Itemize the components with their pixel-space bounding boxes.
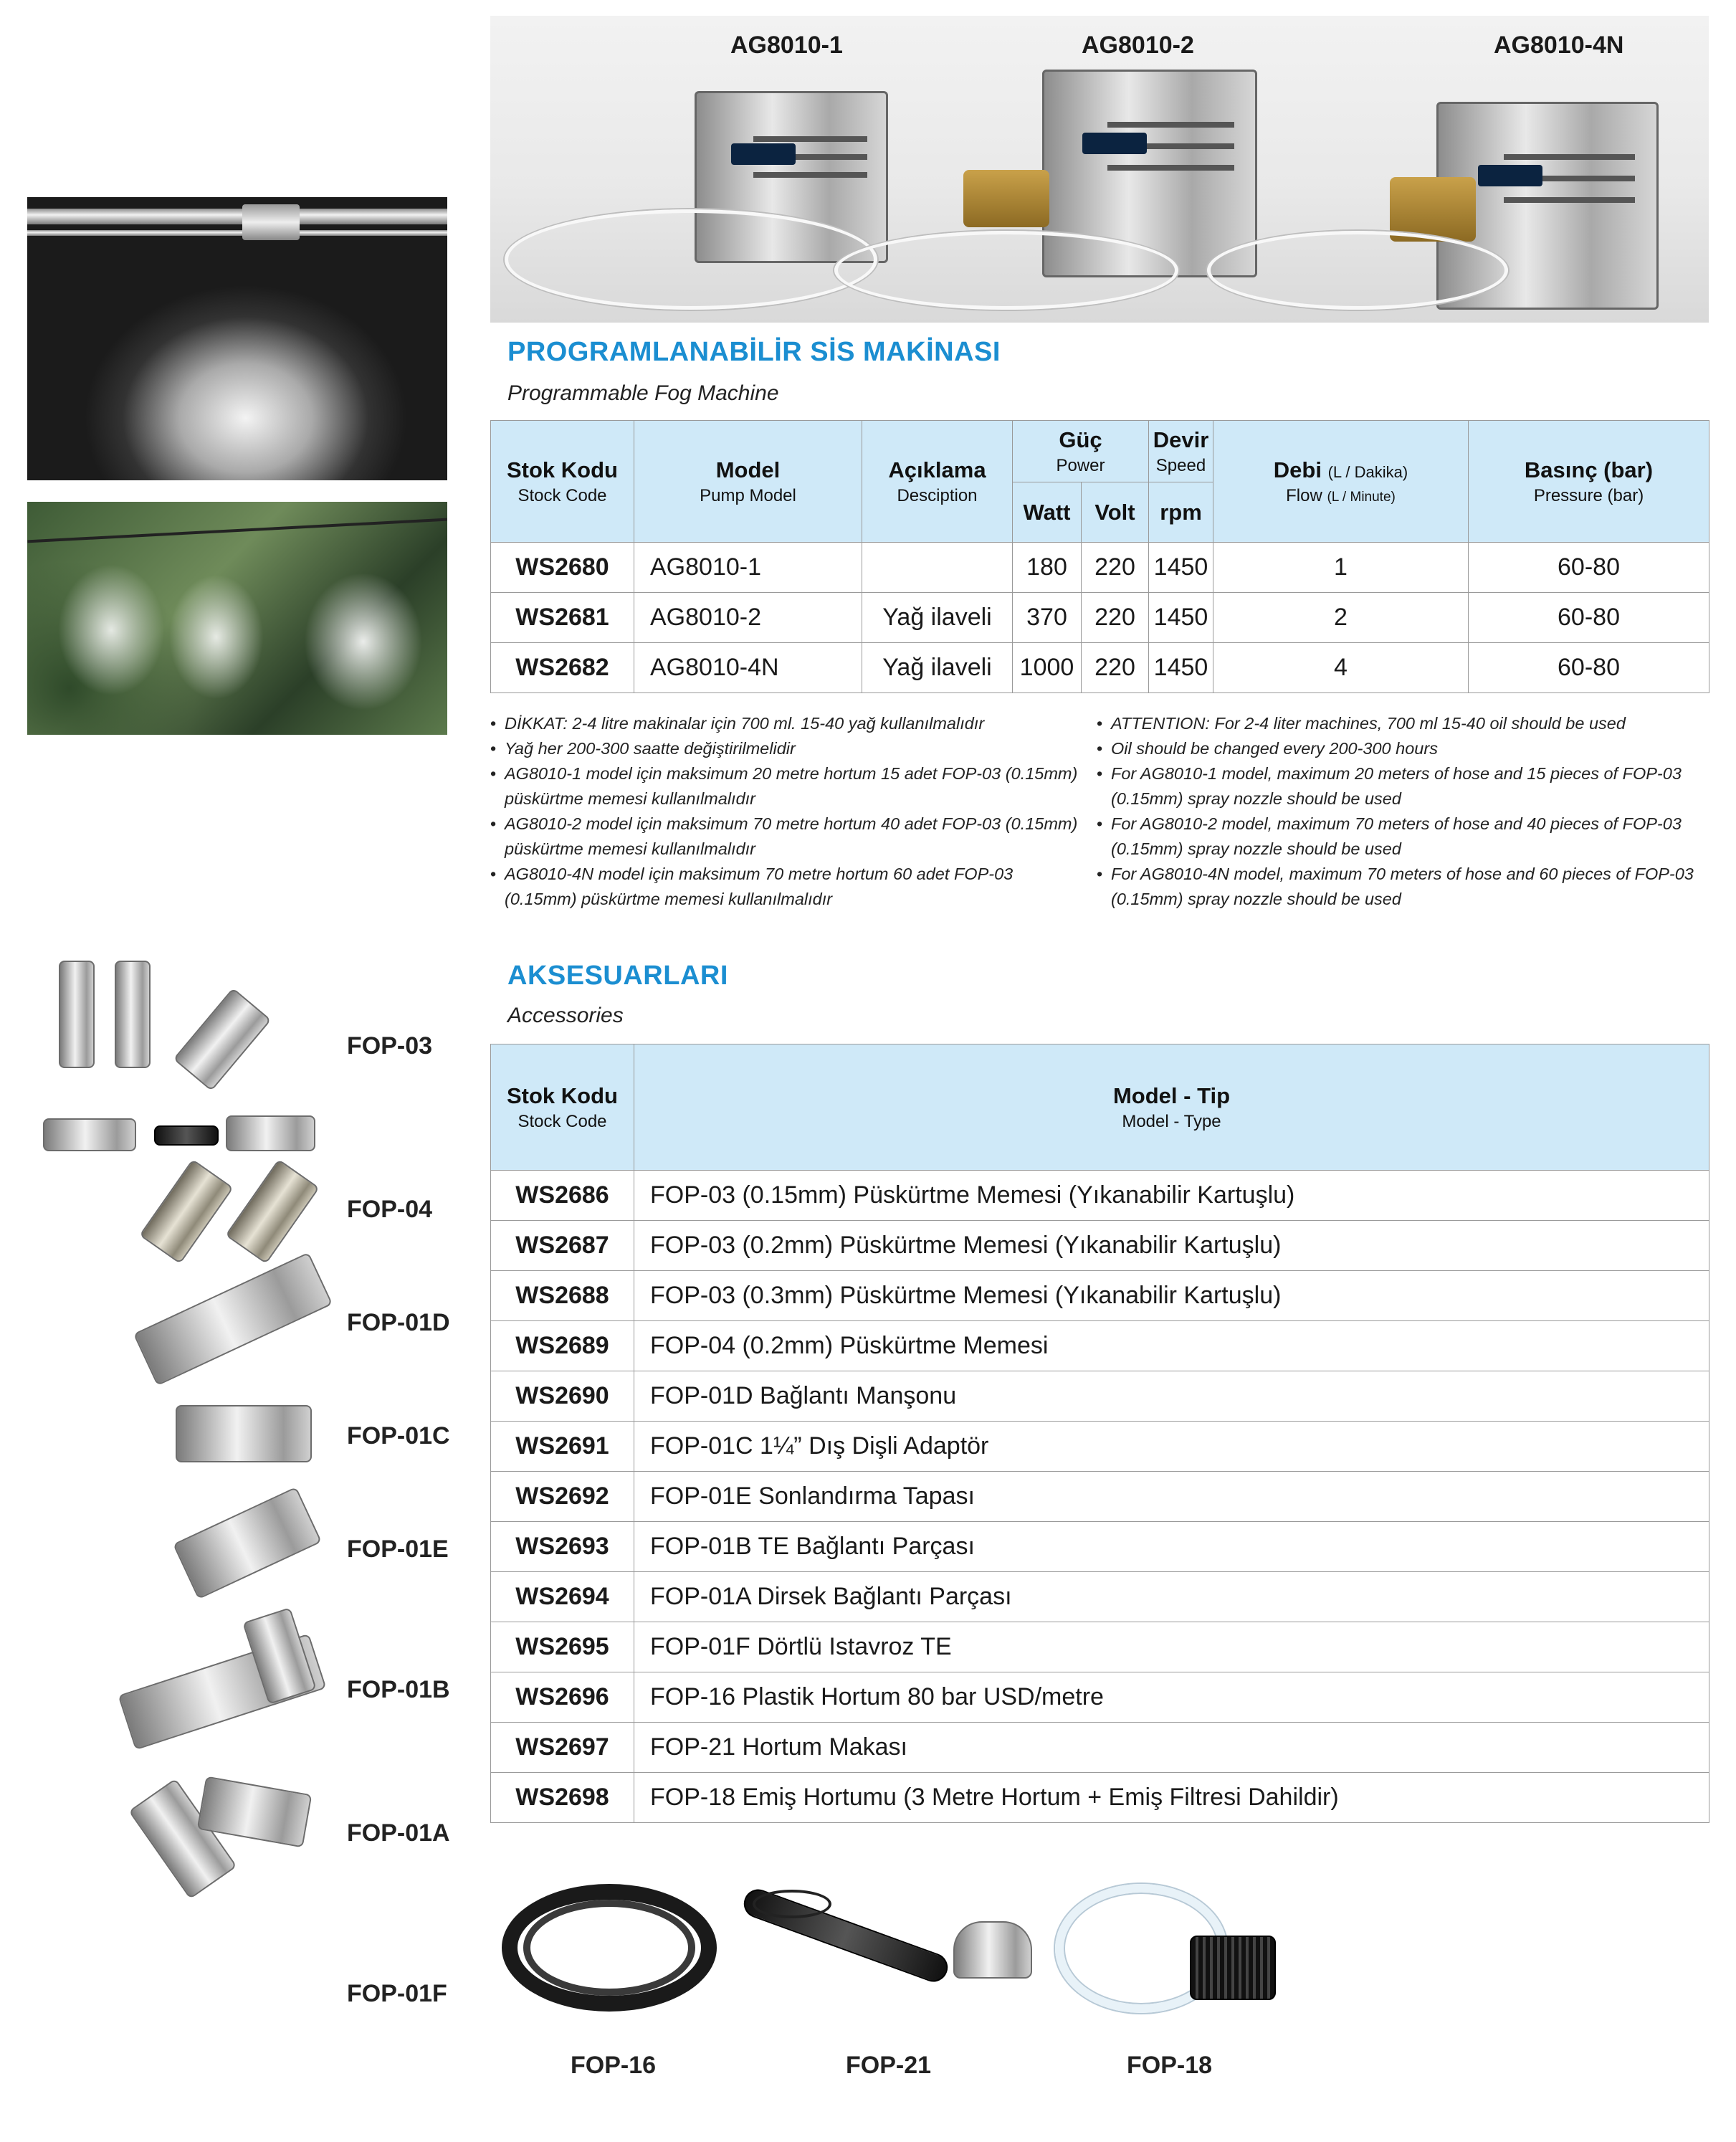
table-row: WS2692 FOP-01E Sonlandırma Tapası — [491, 1472, 1709, 1522]
table-row: WS2690 FOP-01D Bağlantı Manşonu — [491, 1371, 1709, 1422]
col-rpm: rpm — [1149, 482, 1213, 543]
label-fop-01a: FOP-01A — [347, 1819, 450, 1847]
fop-03-nozzle-graphic — [173, 988, 271, 1092]
pump-graphic — [963, 170, 1049, 227]
fog-garden-photo — [27, 502, 447, 735]
col-model-type: Model - Tip Model - Type — [634, 1044, 1709, 1171]
machine-label-1: AG8010-1 — [730, 32, 843, 59]
note-item: • Yağ her 200-300 saatte değiştirilmelidir — [490, 736, 1085, 761]
table-row: WS2689 FOP-04 (0.2mm) Püskürtme Memesi — [491, 1321, 1709, 1371]
note-item: • AG8010-1 model için maksimum 20 metre hortum 15 adet FOP-03 (0.15mm) püskürtme memesi kullanılmalıdır — [490, 761, 1085, 811]
fog-nozzle-photo — [27, 197, 447, 480]
fog-machine-table — [490, 420, 1709, 693]
hose-graphic — [1207, 231, 1508, 310]
fop-03-connector-graphic — [154, 1125, 219, 1146]
note-item: • DİKKAT: 2-4 litre makinalar için 700 ml. 15-40 yağ kullanılmalıdır — [490, 711, 1085, 736]
fop-03-nozzle-graphic — [59, 961, 95, 1068]
label-fop-21: FOP-21 — [846, 2052, 932, 2079]
col-power: Güç Power — [1013, 421, 1149, 482]
col-model: Model Pump Model — [634, 421, 862, 543]
fop-18-filter-graphic — [1190, 1936, 1276, 2000]
note-item: • For AG8010-4N model, maximum 70 meters of hose and 60 pieces of FOP-03 (0.15mm) spray nozzle should be used — [1097, 862, 1713, 912]
label-fop-03: FOP-03 — [347, 1032, 433, 1060]
label-fop-18: FOP-18 — [1127, 2052, 1213, 2079]
table-row: WS2697 FOP-21 Hortum Makası — [491, 1723, 1709, 1773]
accessories-table — [490, 1044, 1709, 1823]
note-item: • Oil should be changed every 200-300 hours — [1097, 736, 1713, 761]
note-item: • AG8010-4N model için maksimum 70 metre hortum 60 adet FOP-03 (0.15mm) püskürtme memesi kullanılmalıdır — [490, 862, 1085, 912]
fop-04-nozzle-graphic — [225, 1159, 320, 1265]
label-fop-04: FOP-04 — [347, 1196, 433, 1223]
fop-01c-adapter-graphic — [176, 1405, 312, 1462]
notes-english — [1097, 711, 1713, 912]
hose-graphic — [834, 231, 1178, 310]
fop-03-nozzle-graphic — [115, 961, 151, 1068]
note-item: • For AG8010-1 model, maximum 20 meters of hose and 15 pieces of FOP-03 (0.15mm) spray nozzle should be used — [1097, 761, 1713, 811]
col-speed: Devir Speed — [1149, 421, 1213, 482]
notes-turkish — [490, 711, 1085, 912]
accessories-title: AKSESUARLARI — [507, 961, 728, 991]
table-row: WS2694 FOP-01A Dirsek Bağlantı Parçası — [491, 1572, 1709, 1622]
fop-01e-cap-graphic — [173, 1487, 322, 1599]
fop-04-nozzle-graphic — [139, 1159, 234, 1265]
pump-graphic — [1390, 177, 1476, 242]
fop-21-blade-graphic — [953, 1921, 1032, 1979]
wire-graphic — [27, 518, 447, 543]
table-row: WS2693 FOP-01B TE Bağlantı Parçası — [491, 1522, 1709, 1572]
table-row: WS2688 FOP-03 (0.3mm) Püskürtme Memesi (Yıkanabilir Kartuşlu) — [491, 1271, 1709, 1321]
nozzle-graphic — [242, 204, 300, 240]
col-pressure: Basınç (bar) Pressure (bar) — [1469, 421, 1709, 543]
label-fop-01e: FOP-01E — [347, 1536, 449, 1563]
table-row: WS2698 FOP-18 Emiş Hortumu (3 Metre Hortum + Emiş Filtresi Dahildir) — [491, 1773, 1709, 1823]
col-watt: Watt — [1013, 482, 1082, 543]
label-fop-01f: FOP-01F — [347, 1980, 447, 2007]
col-description: Açıklama Desciption — [862, 421, 1013, 543]
machine-label-2: AG8010-2 — [1082, 32, 1194, 59]
label-fop-01b: FOP-01B — [347, 1676, 450, 1703]
col-volt: Volt — [1082, 482, 1149, 543]
table-row: WS2681 AG8010-2 Yağ ilaveli 370 220 1450 2 60-80 — [491, 593, 1709, 643]
table-row: WS2695 FOP-01F Dörtlü Istavroz TE — [491, 1622, 1709, 1672]
table-row: WS2696 FOP-16 Plastik Hortum 80 bar USD/metre — [491, 1672, 1709, 1723]
accessories-subtitle: Accessories — [507, 1004, 624, 1027]
table-row: WS2691 FOP-01C 1¼” Dış Dişli Adaptör — [491, 1422, 1709, 1472]
col-stock-code: Stok Kodu Stock Code — [491, 1044, 634, 1171]
table-row: WS2682 AG8010-4N Yağ ilaveli 1000 220 1450 4 60-80 — [491, 643, 1709, 693]
machine-label-3: AG8010-4N — [1494, 32, 1624, 59]
fop-16-hose-graphic — [523, 1900, 695, 1996]
fop-03-nozzle-graphic — [226, 1115, 315, 1151]
note-item: • For AG8010-2 model, maximum 70 meters of hose and 40 pieces of FOP-03 (0.15mm) spray nozzle should be used — [1097, 811, 1713, 862]
fog-machine-title: PROGRAMLANABİLİR SİS MAKİNASI — [507, 337, 1001, 367]
fop-03-nozzle-graphic — [43, 1118, 136, 1151]
fog-machines-photo — [490, 16, 1709, 323]
label-fop-16: FOP-16 — [571, 2052, 657, 2079]
fop-01d-sleeve-graphic — [133, 1252, 333, 1386]
note-item: • ATTENTION: For 2-4 liter machines, 700 ml 15-40 oil should be used — [1097, 711, 1713, 736]
note-item: • AG8010-2 model için maksimum 70 metre hortum 40 adet FOP-03 (0.15mm) püskürtme memesi kullanılmalıdır — [490, 811, 1085, 862]
pipe-graphic — [27, 209, 447, 224]
pipe-graphic — [27, 230, 447, 236]
col-flow: Debi (L / Dakika) Flow (L / Minute) — [1213, 421, 1469, 543]
col-stock-code: Stok Kodu Stock Code — [491, 421, 634, 543]
table-row: WS2680 AG8010-1 180 220 1450 1 60-80 — [491, 543, 1709, 593]
label-fop-01d: FOP-01D — [347, 1309, 450, 1336]
hose-graphic — [505, 209, 877, 310]
fog-machine-subtitle: Programmable Fog Machine — [507, 381, 779, 405]
fop-21-spring-graphic — [753, 1890, 831, 1918]
table-row: WS2687 FOP-03 (0.2mm) Püskürtme Memesi (Yıkanabilir Kartuşlu) — [491, 1221, 1709, 1271]
label-fop-01c: FOP-01C — [347, 1422, 450, 1450]
table-row: WS2686 FOP-03 (0.15mm) Püskürtme Memesi (Yıkanabilir Kartuşlu) — [491, 1171, 1709, 1221]
